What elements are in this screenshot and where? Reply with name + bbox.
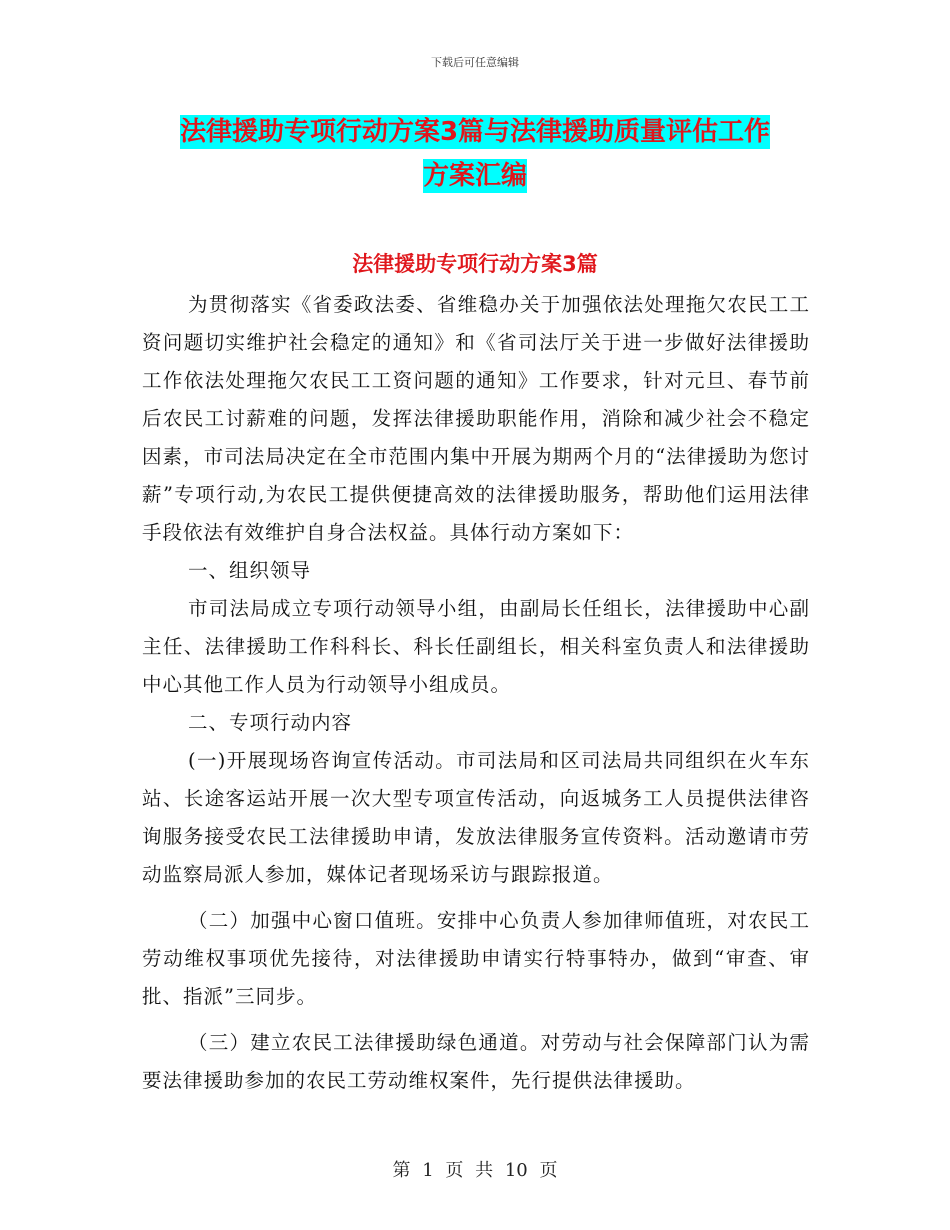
heading-organization: 一、组织领导: [188, 559, 312, 582]
paragraph-intro: 为贯彻落实《省委政法委、省维稳办关于加强依法处理拖欠农民工工资问题切实维护社会稳定的通知》和《省司法厅关于进一步做好法律援助工作依法处理拖欠农民工工资问题的通知》工作要求，针对元旦、春节前后农民工讨薪难的问题，发挥法律援助职能作用，消除和减少社会不稳定因素，市司法局决定在全市范围内集中开展为期两个月的“法律援助为您讨薪”专项行动,为农民工提供便捷高效的法律援助服务，帮助他们运用法律手段依法有效维护自身合法权益。具体行动方案如下：: [142, 293, 810, 544]
page-header: 下载后可任意编辑: [431, 56, 519, 69]
paragraph-action-2: （二）加强中心窗口值班。安排中心负责人参加律师值班，对农民工劳动维权事项优先接待，对法律援助申请实行特事特办，做到“审查、审批、指派”三同步。: [142, 909, 810, 1008]
document-title-line-2: 方案汇编: [422, 161, 527, 191]
paragraph-action-1: (一)开展现场咨询宣传活动。市司法局和区司法局共同组织在火车东站、长途客运站开展一次大型专项宣传活动，向返城务工人员提供法律咨询服务接受农民工法律援助申请，发放法律服务宣传资料。活动邀请市劳动监察局派人参加，媒体记者现场采访与跟踪报道。: [142, 749, 810, 886]
document-title: [0, 110, 950, 198]
section-title: 法律援助专项行动方案3篇: [352, 252, 598, 276]
paragraph-action-3: （三）建立农民工法律援助绿色通道。对劳动与社会保障部门认为需要法律援助参加的农民工劳动维权案件，先行提供法律援助。: [142, 1031, 810, 1092]
document-title-line-1: 法律援助专项行动方案3篇与法律援助质量评估工作: [179, 117, 771, 147]
paragraph-organization: 市司法局成立专项行动领导小组，由副局长任组长，法律援助中心副主任、法律援助工作科科长、科长任副组长，相关科室负责人和法律援助中心其他工作人员为行动领导小组成员。: [142, 597, 810, 696]
document-body: [142, 286, 810, 1100]
heading-action-content: 二、专项行动内容: [188, 711, 353, 734]
page-number: 第 1 页 共 10 页: [392, 1160, 558, 1181]
